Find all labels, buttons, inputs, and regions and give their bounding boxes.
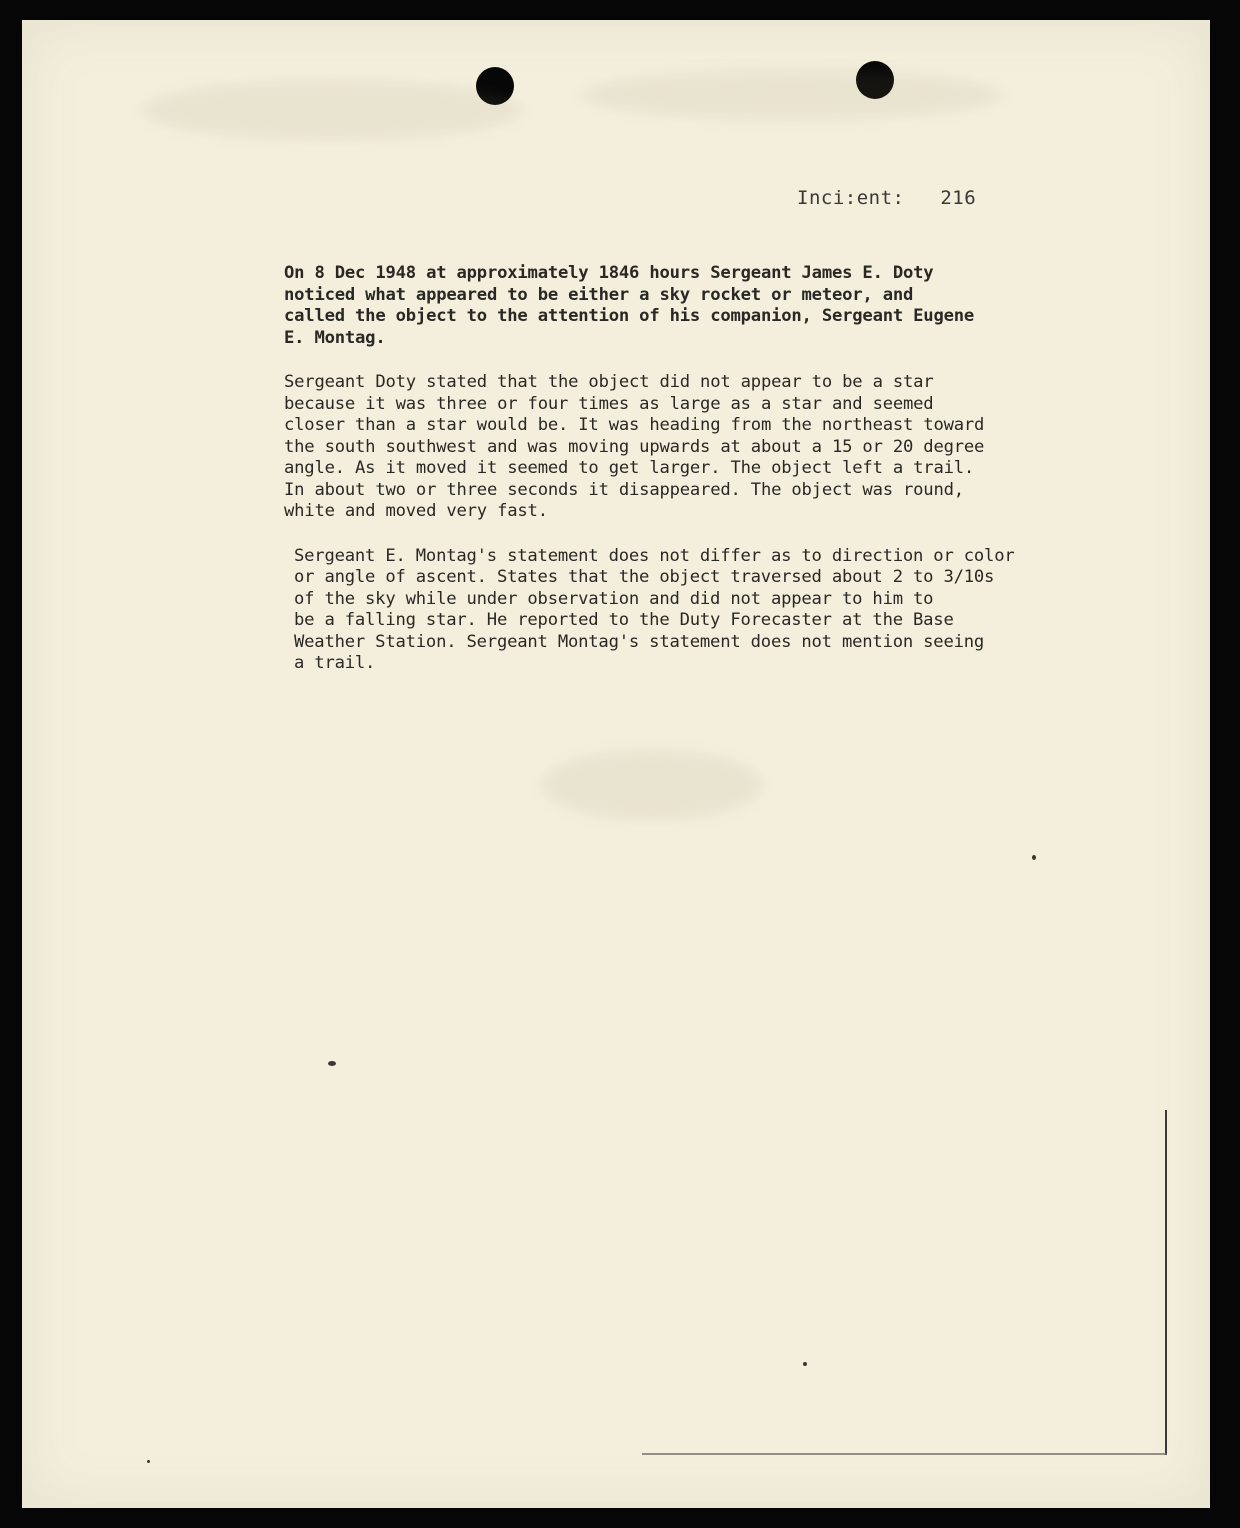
ink-speck <box>147 1460 150 1463</box>
paragraph-initial-sighting: On 8 Dec 1948 at approximately 1846 hours Sergeant James E. Doty noticed what appeared to be either a sky rocket or meteor, and called the object to the attention of his companion, Sergeant Eugene E. Montag. <box>284 263 975 348</box>
paper-smudge <box>582 70 1002 120</box>
paper-smudge <box>142 80 522 140</box>
document-page <box>22 20 1210 1508</box>
report-body <box>284 263 1074 698</box>
paragraph-montag-statement: Sergeant E. Montag's statement does not differ as to direction or color or angle of ascent. States that the object traversed about 2 to 3/10s of the sky while under observation and did not appear to him to be a falling star. He reported to the Duty Forecaster at the Base Weather Station. Sergeant Montag's statement does not mention seeing a trail. <box>294 545 1015 673</box>
paragraph-doty-statement: Sergeant Doty stated that the object did not appear to be a star because it was three or four times as large as a star and seemed closer than a star would be. It was heading from the northeast toward the south southwest and was moving upwards at about a 15 or 20 degree angle. As it moved it seemed to get larger. The object left a trail. In about two or three seconds it disappeared. The object was round, white and moved very fast. <box>284 372 985 521</box>
margin-line-vertical <box>1165 1110 1167 1455</box>
ink-speck <box>803 1362 807 1366</box>
incident-number: 216 <box>940 187 977 209</box>
incident-header <box>797 187 976 209</box>
paper-smudge <box>542 750 762 820</box>
ink-speck <box>1032 855 1036 860</box>
ink-speck <box>328 1061 336 1066</box>
margin-line-horizontal <box>642 1453 1167 1455</box>
incident-label: Inci:ent: <box>797 187 905 209</box>
